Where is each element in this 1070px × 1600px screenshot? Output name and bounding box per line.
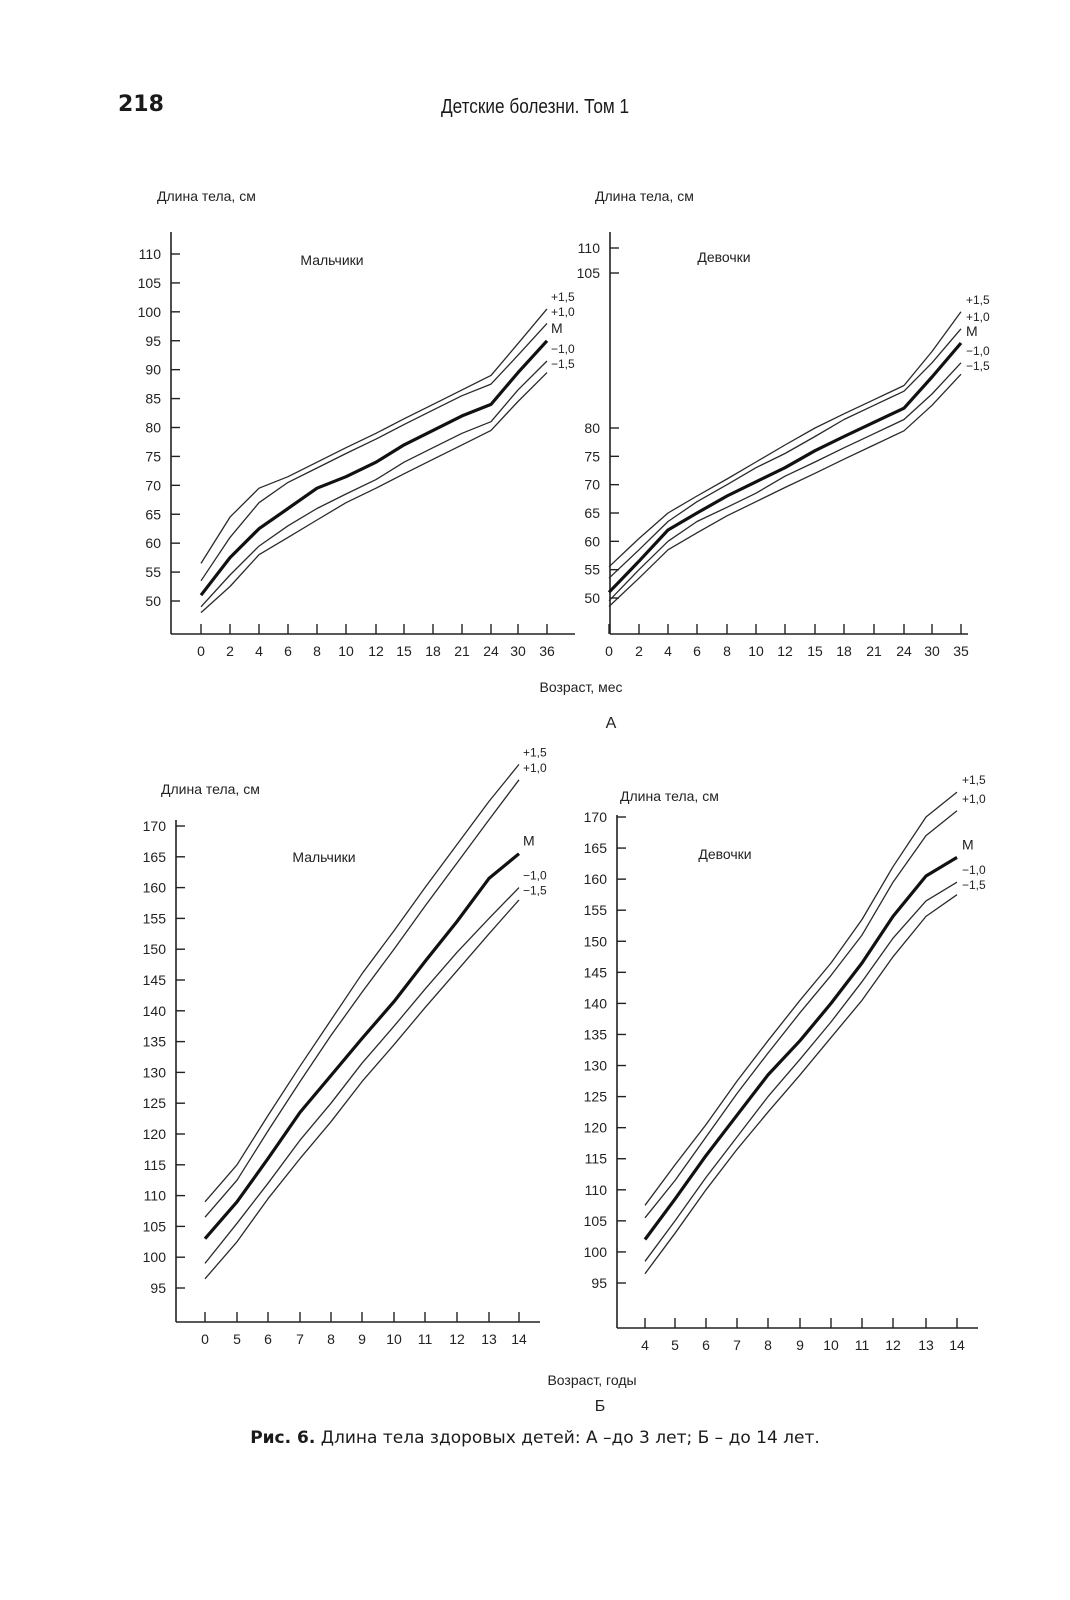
series-mean-label: М [523,832,535,849]
series-minus-1-0-line [645,882,957,1261]
x-tick-label: 10 [748,643,764,659]
y-tick-label: 95 [591,1275,607,1291]
x-tick-label: 12 [885,1337,901,1353]
y-tick-label: 115 [584,1150,607,1167]
x-tick-label: 8 [764,1337,772,1353]
y-tick-label: 80 [145,419,161,436]
y-tick-label: 60 [584,533,600,550]
figure-a-letter: А [605,715,617,732]
x-tick-label: 0 [605,643,613,659]
x-tick-label: 5 [671,1337,679,1353]
x-tick-label: 4 [664,643,672,659]
x-tick-label: 8 [313,643,321,659]
y-tick-label: 75 [584,448,600,465]
y-tick-label: 85 [145,390,161,407]
chart-B-girls [584,773,986,1353]
x-tick-label: 7 [296,1331,304,1347]
y-tick-label: 55 [584,561,600,578]
x-tick-label: 36 [539,643,555,659]
series-plus-1-5-label: +1,5 [966,292,990,307]
series-mean-line [205,854,519,1239]
y-tick-label: 145 [583,964,607,981]
series-plus-1-0-line [609,329,961,578]
y-tick-label: 105 [576,265,600,281]
x-tick-label: 9 [796,1337,804,1353]
series-plus-1-5-line [205,764,519,1201]
chart-B-boys [143,745,547,1347]
panel-title: Девочки [697,249,751,265]
running-head: Детские болезни. Том 1 [440,96,630,118]
y-tick-label: 160 [142,879,166,896]
x-tick-label: 13 [481,1331,497,1347]
y-tick-label: 120 [142,1126,166,1142]
series-minus-1-5-line [645,895,957,1274]
series-plus-1-0-label: +1,0 [523,760,547,775]
x-tick-label: 24 [896,643,912,659]
y-tick-label: 50 [584,590,600,606]
x-tick-label: 13 [918,1337,934,1353]
x-tick-label: 11 [854,1337,870,1353]
panel-title: Девочки [698,846,752,862]
series-minus-1-0-label: −1,0 [962,863,986,878]
series-mean-label: М [966,322,978,339]
chart-A-girls [577,188,990,659]
y-tick-label: 155 [142,910,166,927]
y-tick-label: 100 [137,303,161,320]
x-tick-label: 8 [327,1331,335,1347]
panel-title: Мальчики [300,252,364,268]
y-tick-label: 50 [145,593,161,609]
x-tick-label: 21 [866,643,882,659]
series-plus-1-0-label: +1,0 [962,791,986,806]
series-minus-1-0-label: −1,0 [551,342,575,356]
page-number: 218 [118,92,164,117]
y-tick-label: 110 [584,1181,607,1198]
series-minus-1-5-line [201,373,547,613]
x-tick-label: 0 [201,1331,209,1347]
x-tick-label: 10 [338,643,354,659]
y-tick-label: 110 [577,240,600,256]
y-axis-title: Длина тела, см [620,788,719,804]
series-minus-1-0-line [609,363,961,601]
y-tick-label: 100 [142,1249,166,1266]
y-axis-title: Длина тела, см [157,188,256,204]
series-minus-1-0-label: −1,0 [523,868,547,883]
chart-A-boys [138,188,575,659]
series-plus-1-5-label: +1,5 [523,745,547,760]
series-minus-1-5-label: −1,5 [962,878,986,893]
x-tick-label: 8 [723,643,731,659]
x-tick-label: 24 [483,643,499,659]
y-tick-label: 165 [142,848,166,865]
y-tick-label: 150 [142,941,166,958]
x-tick-label: 14 [949,1337,965,1353]
x-tick-label: 7 [733,1337,741,1353]
x-tick-label: 12 [368,643,384,659]
x-tick-label: 12 [777,643,793,659]
y-tick-label: 165 [583,840,607,857]
y-tick-label: 155 [583,902,607,919]
y-tick-label: 80 [584,420,600,436]
y-tick-label: 140 [142,1002,166,1019]
y-tick-label: 75 [145,448,161,465]
y-tick-label: 110 [138,246,161,262]
series-mean-line [645,857,957,1239]
series-minus-1-0-line [205,888,519,1264]
y-tick-label: 60 [145,535,161,552]
x-tick-label: 11 [417,1331,433,1347]
caption-prefix: Рис. 6. [250,1428,316,1448]
series-plus-1-5-label: +1,5 [962,773,986,788]
x-tick-label: 15 [807,643,823,659]
y-tick-label: 105 [142,1218,166,1235]
series-minus-1-5-line [205,900,519,1279]
x-tick-label: 14 [511,1331,527,1347]
x-tick-label: 0 [197,643,205,659]
y-tick-label: 110 [143,1187,166,1204]
y-axis-title: Длина тела, см [595,188,694,204]
series-mean-label: М [551,319,563,336]
series-plus-1-0-label: +1,0 [551,304,575,319]
series-mean-label: М [962,836,974,853]
y-tick-label: 130 [583,1057,607,1074]
series-plus-1-0-line [645,811,957,1218]
y-tick-label: 125 [142,1095,166,1112]
x-tick-label: 4 [255,643,263,659]
caption-text: Длина тела здоровых детей: А –до 3 лет; Б – до 14 лет. [320,1428,820,1448]
y-tick-label: 170 [142,818,166,834]
series-plus-1-0-label: +1,0 [966,309,990,324]
series-minus-1-5-line [609,374,961,606]
y-tick-label: 100 [583,1243,607,1260]
series-minus-1-0-label: −1,0 [966,343,990,358]
x-tick-label: 5 [233,1331,241,1347]
figure-caption [0,1428,1070,1448]
x-tick-label: 10 [386,1331,402,1347]
x-tick-label: 15 [396,643,412,659]
y-tick-label: 90 [145,361,161,378]
x-tick-label: 6 [702,1337,710,1353]
x-tick-label: 6 [284,643,292,659]
y-tick-label: 55 [145,564,161,581]
y-tick-label: 150 [583,933,607,950]
x-tick-label: 6 [264,1331,272,1347]
series-plus-1-5-line [201,309,547,564]
x-tick-label: 9 [358,1331,366,1347]
y-tick-label: 65 [584,505,600,521]
y-tick-label: 135 [583,1026,607,1043]
figure-a-x-axis-title: Возраст, мес [539,679,623,695]
y-tick-label: 70 [145,477,161,494]
y-tick-label: 125 [583,1088,607,1105]
x-tick-label: 4 [641,1337,649,1353]
y-tick-label: 70 [584,476,600,493]
y-tick-label: 95 [145,332,161,349]
y-tick-label: 105 [583,1212,607,1229]
series-minus-1-5-label: −1,5 [551,357,575,371]
y-tick-label: 160 [583,871,607,888]
y-tick-label: 115 [143,1156,166,1173]
y-tick-label: 170 [583,809,607,825]
x-tick-label: 18 [425,643,441,659]
y-tick-label: 140 [583,995,607,1012]
series-plus-1-0-line [201,323,547,580]
charts-layer [138,188,990,1353]
y-tick-label: 145 [142,972,166,988]
x-tick-label: 21 [454,643,470,659]
series-minus-1-5-label: −1,5 [523,883,547,898]
x-tick-label: 30 [924,643,940,659]
figure-b-letter: Б [594,1398,606,1415]
series-plus-1-5-label: +1,5 [551,289,575,304]
series-plus-1-0-line [205,780,519,1217]
series-minus-1-5-label: −1,5 [966,358,990,373]
x-tick-label: 30 [510,643,526,659]
y-tick-label: 95 [150,1280,166,1296]
y-tick-label: 65 [145,506,161,523]
x-tick-label: 2 [635,643,643,659]
y-tick-label: 105 [137,274,161,291]
y-tick-label: 135 [142,1033,166,1050]
y-tick-label: 120 [583,1119,607,1136]
x-tick-label: 10 [823,1337,839,1353]
x-tick-label: 35 [953,643,969,659]
x-tick-label: 18 [836,643,852,659]
series-plus-1-5-line [609,312,961,567]
y-axis-title: Длина тела, см [161,781,260,797]
panel-title: Мальчики [292,849,356,865]
figure-b-x-axis-title: Возраст, годы [547,1372,637,1388]
x-tick-label: 2 [226,643,234,659]
x-tick-label: 6 [693,643,701,659]
x-tick-label: 12 [449,1331,465,1347]
series-plus-1-5-line [645,792,957,1205]
y-tick-label: 130 [142,1064,166,1081]
